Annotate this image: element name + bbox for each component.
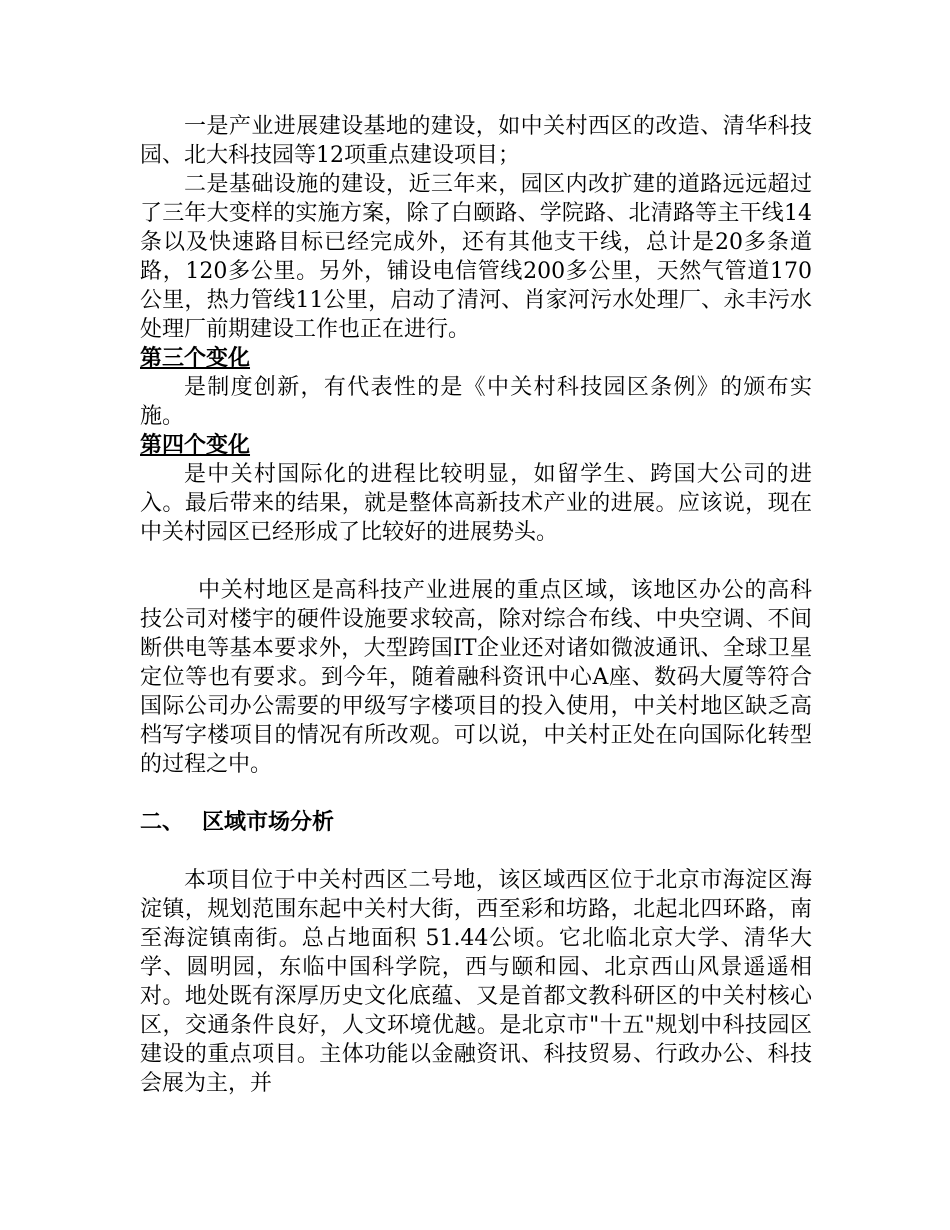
section-number: 二、 (140, 809, 185, 835)
blank-line (140, 837, 812, 866)
section-title: 区域市场分析 (202, 809, 335, 835)
paragraph-infrastructure: 二是基础设施的建设，近三年来，园区内改扩建的道路远远超过了三年大变样的实施方案，除了白颐路、学院路、北清路等主干线14条以及快速路目标已经完成外，还有其他支干线，总计是20多条道路，120多公里。另外，铺设电信管线200多公里，天然气管道170公里，热力管线11公里，启动了清河、肖家河污水处理厂、永丰污水处理厂前期建设工作也正在进行。 (140, 172, 812, 342)
blank-line (140, 779, 812, 808)
paragraph-hightech-office: 中关村地区是高科技产业进展的重点区域，该地区办公的高科技公司对楼宇的硬件设施要求较高，除对综合布线、中央空调、不间断供电等基本要求外，大型跨国IT企业还对诸如微波通讯、全球卫星定位等也有要求。到今年，随着融科资讯中心A座、数码大厦等符合国际公司办公需要的甲级写字楼项目的投入使用，中关村地区缺乏高档写字楼项目的情况有所改观。可以说，中关村正处在向国际化转型的过程之中。 (140, 578, 812, 777)
heading-fourth-change: 第四个变化 (140, 432, 251, 458)
paragraph-institutional-innovation: 是制度创新，有代表性的是《中关村科技园区条例》的颁布实施。 (140, 375, 812, 429)
paragraph-project-location: 本项目位于中关村西区二号地，该区域西区位于北京市海淀区海淀镇，规划范围东起中关村大街，西至彩和坊路，北起北四环路，南至海淀镇南街。总占地面积 51.44公顷。它北临北京大学、清华大学、圆明园，东临中国科学院，西与颐和园、北京西山风景遥遥相对。地处既有深厚历史文化底蕴、又是首都文教科研区的中关村核心区，交通条件良好，人文环境优越。是北京市"十五"规划中科技园区建设的重点项目。主体功能以金融资讯、科技贸易、行政办公、科技会展为主，并 (140, 868, 812, 1096)
heading-third-change: 第三个变化 (140, 345, 251, 371)
document-page (140, 112, 812, 1098)
paragraph-industry-base: 一是产业进展建设基地的建设，如中关村西区的改造、清华科技园、北大科技园等12项重点建设项目； (140, 114, 812, 168)
section-heading-regional-market (140, 808, 812, 837)
paragraph-internationalization: 是中关村国际化的进程比较明显，如留学生、跨国大公司的进入。最后带来的结果，就是整体高新技术产业的进展。应该说，现在中关村园区已经形成了比较好的进展势头。 (140, 462, 812, 545)
blank-line (140, 547, 812, 576)
